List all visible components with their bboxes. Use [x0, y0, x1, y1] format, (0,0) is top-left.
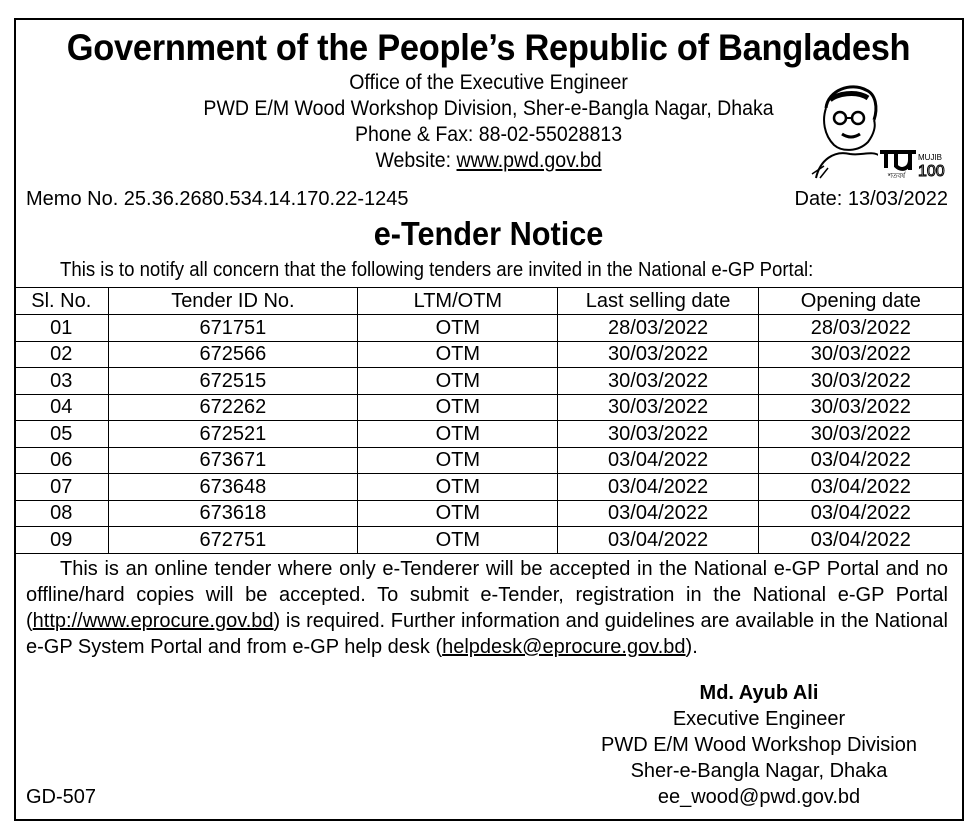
cell-last-selling-date: 30/03/2022	[558, 394, 758, 421]
cell-method: OTM	[358, 315, 558, 342]
cell-tender-id: 671751	[108, 315, 358, 342]
mujib-logo-mark	[878, 146, 945, 180]
cell-last-selling-date: 03/04/2022	[558, 500, 758, 527]
instructions-paragraph	[26, 556, 948, 660]
cell-last-selling-date: 30/03/2022	[558, 368, 758, 395]
cell-method: OTM	[358, 527, 558, 554]
cell-opening-date: 30/03/2022	[758, 421, 963, 448]
header-opening-date: Opening date	[758, 288, 963, 315]
cell-method: OTM	[358, 500, 558, 527]
cell-method: OTM	[358, 474, 558, 501]
header-ltm-otm: LTM/OTM	[358, 288, 558, 315]
cell-sl-no: 07	[15, 474, 109, 501]
table-header-row	[15, 288, 964, 315]
signatory-location: Sher-e-Bangla Nagar, Dhaka	[630, 760, 888, 782]
cell-sl-no: 04	[15, 394, 109, 421]
signatory-name: Md. Ayub Ali	[699, 682, 819, 704]
cell-opening-date: 03/04/2022	[758, 447, 963, 474]
svg-text:শতবর্ষ: শতবর্ষ	[888, 173, 906, 180]
cell-method: OTM	[358, 421, 558, 448]
table-row	[15, 341, 964, 368]
cell-tender-id: 672521	[108, 421, 358, 448]
intro-text: This is to notify all concern that the following tenders are invited in the National e-GP Portal:	[60, 259, 814, 281]
cell-last-selling-date: 03/04/2022	[558, 447, 758, 474]
cell-method: OTM	[358, 447, 558, 474]
website-link[interactable]: www.pwd.gov.bd	[456, 149, 602, 172]
gd-code: GD-507	[26, 786, 97, 808]
cell-opening-date: 30/03/2022	[758, 368, 963, 395]
notice-title: e-Tender Notice	[373, 215, 604, 252]
memo-date: Date: 13/03/2022	[794, 188, 948, 210]
website-label: Website:	[375, 149, 457, 172]
cell-sl-no: 05	[15, 421, 109, 448]
cell-last-selling-date: 30/03/2022	[558, 421, 758, 448]
svg-text:100: 100	[918, 163, 945, 180]
table-row	[15, 474, 964, 501]
government-title: Government of the People’s Republic of Bangladesh	[66, 27, 911, 68]
cell-opening-date: 03/04/2022	[758, 474, 963, 501]
cell-method: OTM	[358, 394, 558, 421]
cell-tender-id: 673618	[108, 500, 358, 527]
cell-tender-id: 672751	[108, 527, 358, 554]
cell-opening-date: 03/04/2022	[758, 527, 963, 554]
cell-opening-date: 30/03/2022	[758, 341, 963, 368]
table-row	[15, 394, 964, 421]
cell-tender-id: 672515	[108, 368, 358, 395]
instructions-text-1: This is an online tender where only e-Tenderer will be accepted in the National e-GP Portal and no offline/hard copies will be accepted. To submit e-Tender, registration in the National e-GP Portal (	[26, 558, 948, 632]
signatory-division: PWD E/M Wood Workshop Division	[600, 734, 917, 756]
cell-sl-no: 06	[15, 447, 109, 474]
table-row	[15, 527, 964, 554]
mujib-100-logo	[806, 80, 946, 180]
instructions-text-3: ).	[685, 636, 698, 658]
cell-method: OTM	[358, 368, 558, 395]
cell-sl-no: 09	[15, 527, 109, 554]
cell-tender-id: 673648	[108, 474, 358, 501]
table-row	[15, 447, 964, 474]
tender-table	[14, 287, 964, 554]
memo-row	[26, 188, 948, 211]
signatory-email[interactable]: ee_wood@pwd.gov.bd	[657, 786, 861, 808]
table-row	[15, 421, 964, 448]
cell-last-selling-date: 30/03/2022	[558, 341, 758, 368]
cell-tender-id: 672566	[108, 341, 358, 368]
helpdesk-email-link[interactable]: helpdesk@eprocure.gov.bd	[442, 636, 686, 658]
table-row	[15, 315, 964, 342]
office-name: Office of the Executive Engineer	[349, 71, 628, 94]
cell-last-selling-date: 03/04/2022	[558, 527, 758, 554]
cell-last-selling-date: 28/03/2022	[558, 315, 758, 342]
header-sl-no: Sl. No.	[15, 288, 109, 315]
cell-last-selling-date: 03/04/2022	[558, 474, 758, 501]
cell-opening-date: 30/03/2022	[758, 394, 963, 421]
signatory-designation: Executive Engineer	[672, 708, 846, 730]
svg-text:MUJIB: MUJIB	[918, 153, 942, 162]
table-row	[15, 368, 964, 395]
signature-block	[570, 680, 948, 810]
memo-number: Memo No. 25.36.2680.534.14.170.22-1245	[26, 188, 409, 210]
cell-sl-no: 08	[15, 500, 109, 527]
cell-opening-date: 03/04/2022	[758, 500, 963, 527]
cell-sl-no: 02	[15, 341, 109, 368]
instructions-text-2: ) is required. Further information and guidelines are available in the National e-GP System Portal and from e-GP help desk (	[26, 610, 948, 658]
cell-method: OTM	[358, 341, 558, 368]
cell-sl-no: 03	[15, 368, 109, 395]
cell-tender-id: 672262	[108, 394, 358, 421]
phone-fax: Phone & Fax: 88-02-55028813	[354, 123, 623, 146]
table-row	[15, 500, 964, 527]
cell-opening-date: 28/03/2022	[758, 315, 963, 342]
division-address: PWD E/M Wood Workshop Division, Sher-e-Bangla Nagar, Dhaka	[203, 97, 774, 120]
cell-sl-no: 01	[15, 315, 109, 342]
eprocure-link[interactable]: http://www.eprocure.gov.bd	[32, 610, 274, 632]
header-tender-id: Tender ID No.	[108, 288, 358, 315]
cell-tender-id: 673671	[108, 447, 358, 474]
header-last-selling-date: Last selling date	[558, 288, 758, 315]
